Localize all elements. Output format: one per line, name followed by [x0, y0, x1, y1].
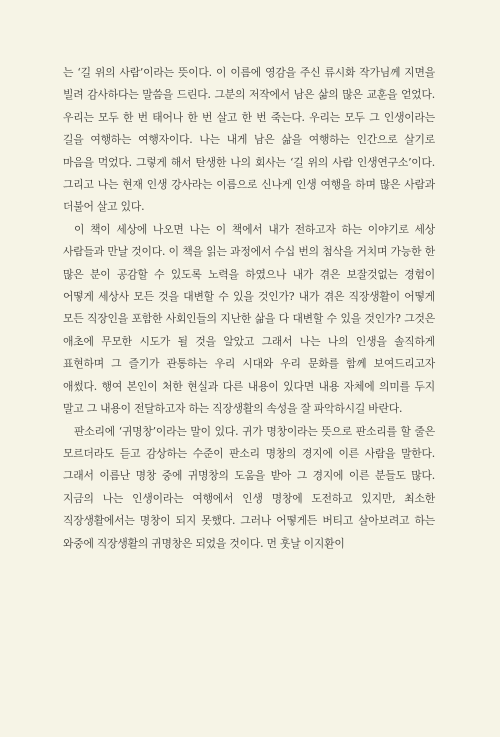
- paragraph-3: 판소리에 ‘귀명창’이라는 말이 있다. 귀가 명창이라는 뜻으로 판소리를 할 줄은 모르더라도 듣고 감상하는 수준이 판소리 명창의 경지에 이른 사람을 말한다. 그래서 이름난 명창 중에 귀명창의 도움을 받아 그 경지에 이른 분들도 많다. 지금의 나는 인생이라는 여행에서 인생 명창에 도전하고 있지만, 최소한 직장생활에서는 명창이 되지 못했다. 그러나 어떻게든 버티고 살아보려고 하는 와중에 직장생활의 귀명창은 되었을 것이다. 먼 훗날 이지환이: [63, 424, 435, 550]
- paragraph-1: 는 ‘길 위의 사람’이라는 뜻이다. 이 이름에 영감을 주신 류시화 작가님께 지면을 빌려 감사하다는 말씀을 드린다. 그분의 저작에서 남은 삶의 많은 교훈을 얻었다. 우리는 모두 한 번 태어나 한 번 살고 한 번 죽는다. 우리는 모두 그 인생이라는 길을 여행하는 여행자이다. 나는 내게 남은 삶을 여행하는 인간으로 살기로 마음을 먹었다. 그렇게 해서 탄생한 나의 회사는 ‘길 위의 사람 인생연구소’이다. 그리고 나는 현재 인생 강사라는 이름으로 신나게 인생 여행을 하며 많은 사람과 더불어 살고 있다.: [63, 66, 435, 214]
- book-page-text: [63, 62, 435, 555]
- paragraph-2: 이 책이 세상에 나오면 나는 이 책에서 내가 전하고자 하는 이야기로 세상 사람들과 만날 것이다. 이 책을 읽는 과정에서 수십 번의 첨삭을 거치며 가능한 한 많은 분이 공감할 수 있도록 노력을 하였으나 내가 겪은 보잘것없는 경험이 어떻게 세상사 모든 것을 대변할 수 있을 것인가? 내가 겪은 직장생활이 어떻게 모든 직장인을 포함한 사회인들의 지난한 삶을 다 대변할 수 있을 것인가? 그것은 애초에 무모한 시도가 될 것을 알았고 그래서 나는 나의 인생을 솔직하게 표현하며 그 즐기가 관통하는 우리 시대와 우리 문화를 함께 보여드리고자 애썼다. 행여 본인이 처한 현실과 다른 내용이 있다면 내용 자체에 의미를 두지 말고 그 내용이 전달하고자 하는 직장생활의 속성을 잘 파악하시길 바란다.: [63, 222, 435, 416]
